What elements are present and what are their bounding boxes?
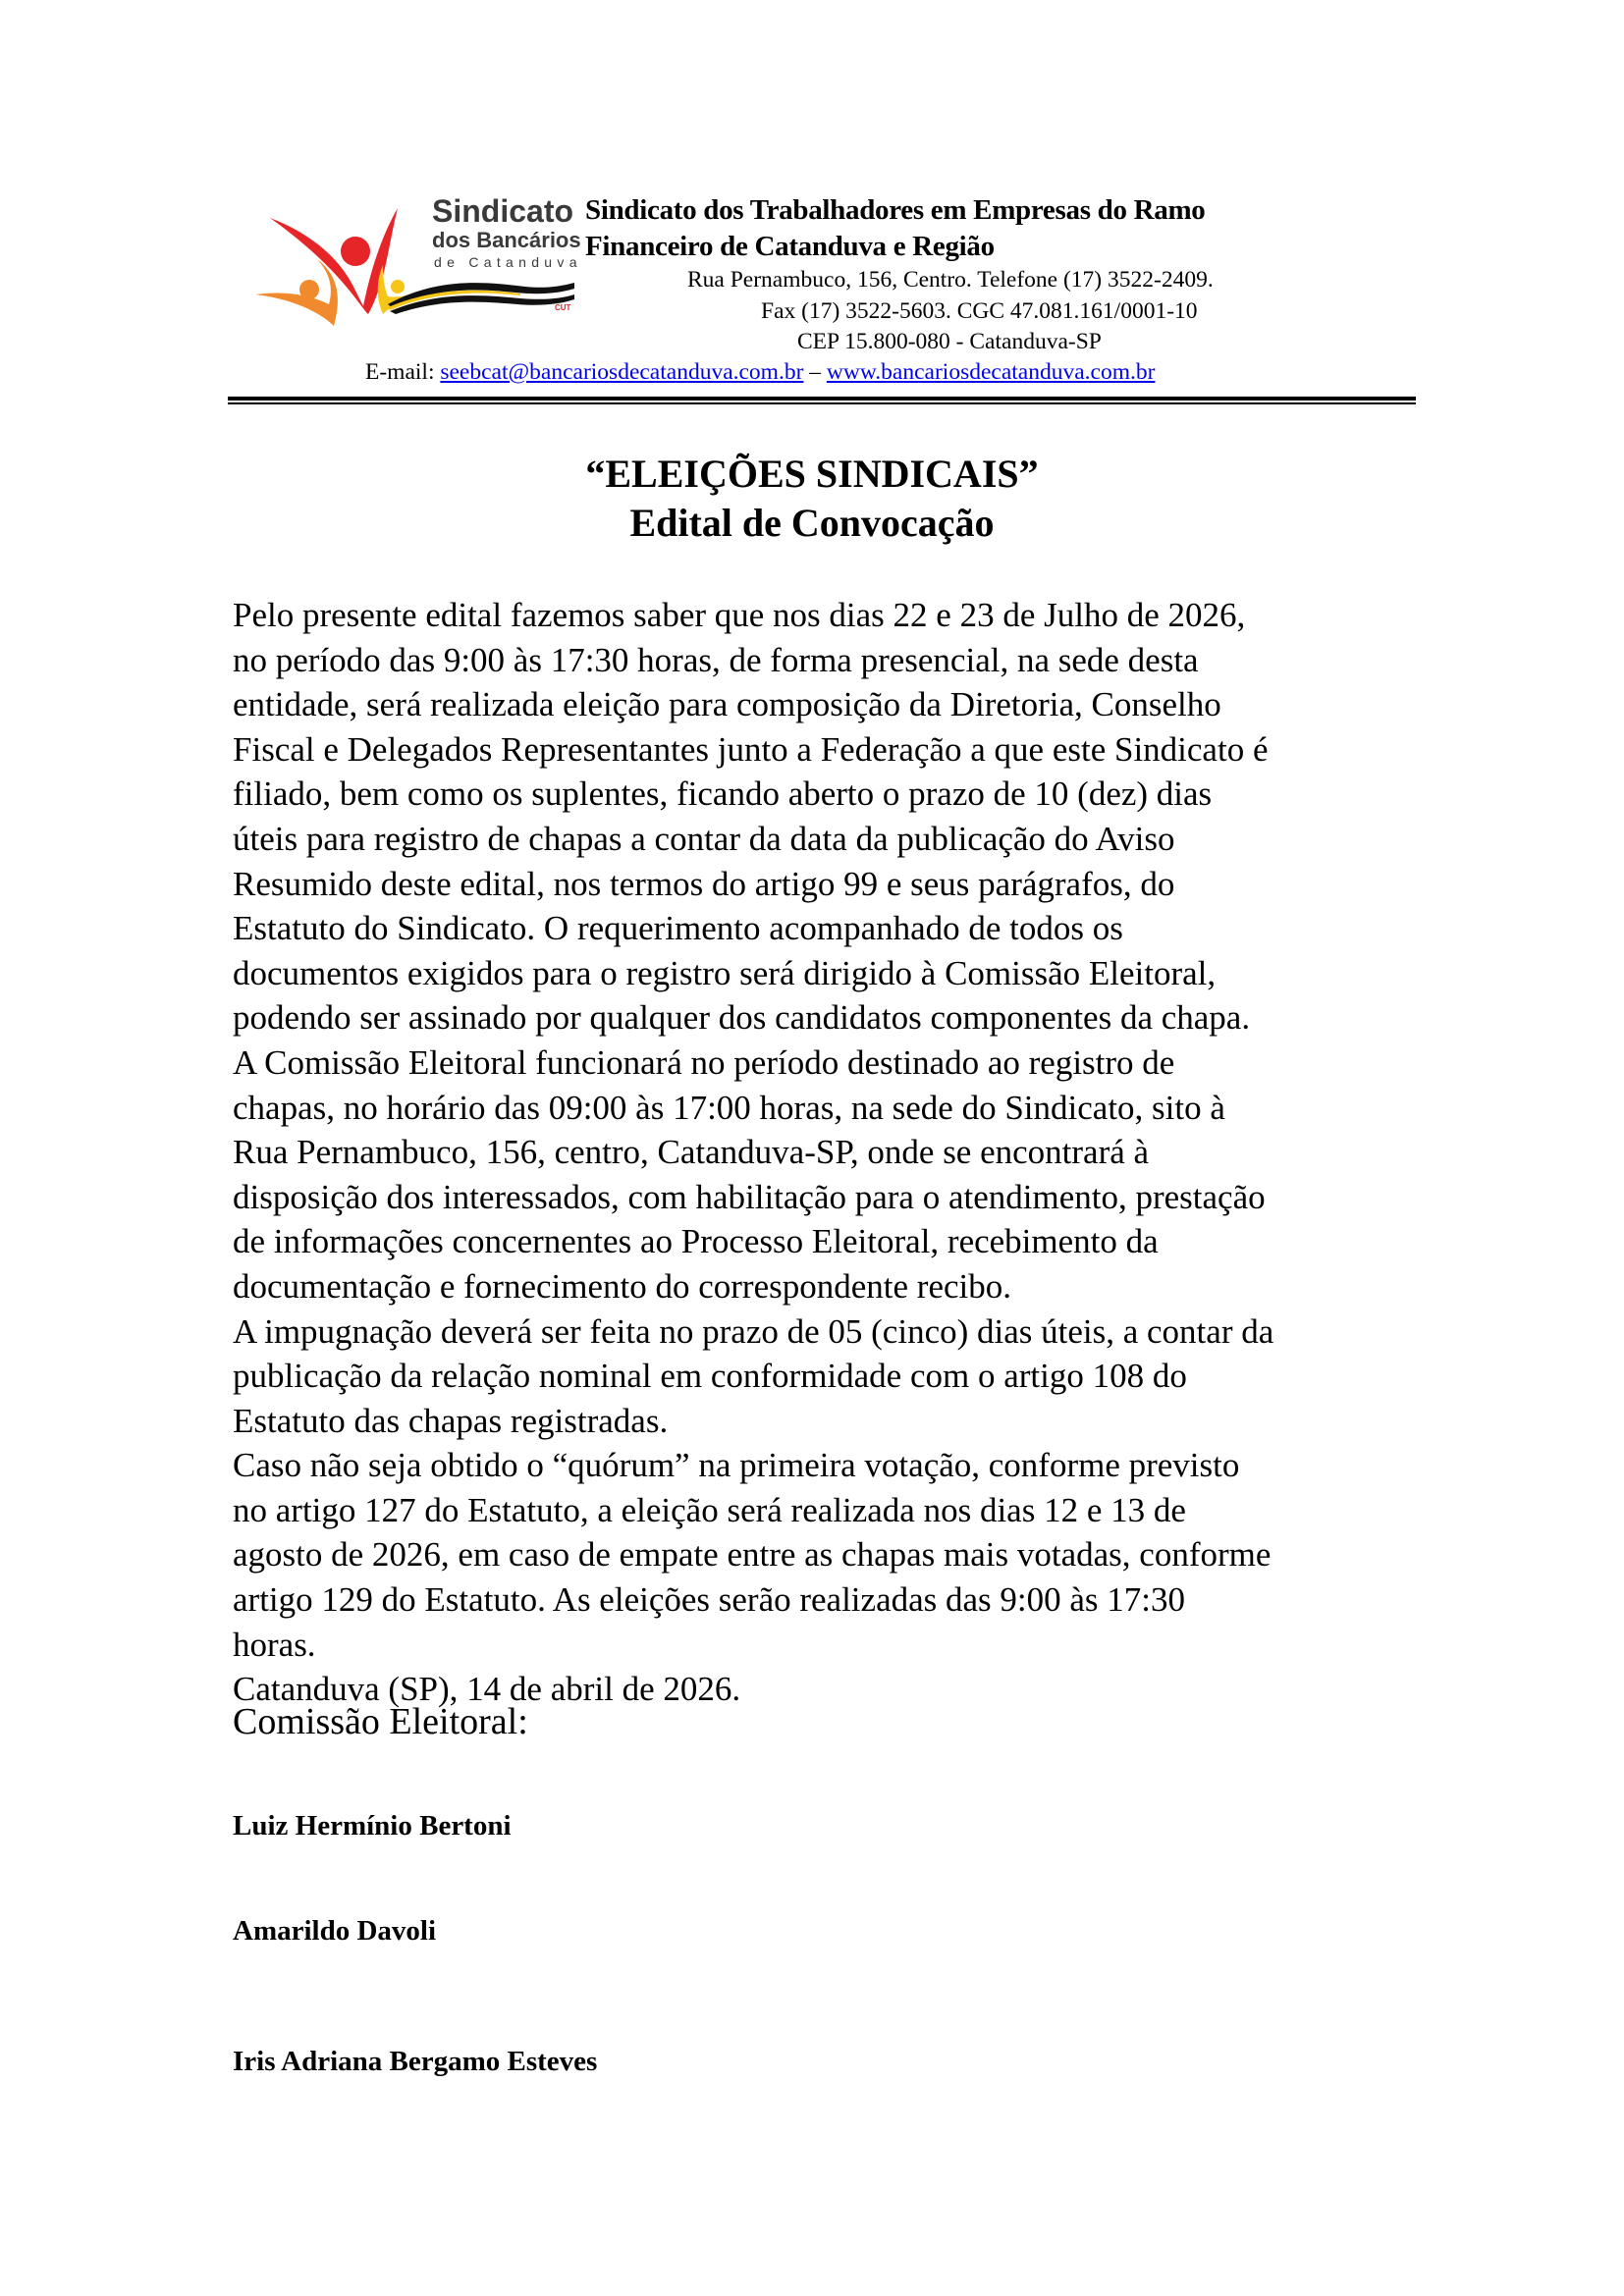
body-line: Estatuto do Sindicato. O requerimento acompanhado de todos os [233,909,1123,948]
body-line: publicação da relação nominal em conformidade com o artigo 108 do [233,1357,1187,1396]
body-line: no período das 9:00 às 17:30 horas, de forma presencial, na sede desta [233,640,1199,679]
org-name [585,192,1206,265]
body-line: Fiscal e Delegados Representantes junto a Federação a que este Sindicato é [233,729,1269,769]
logo-yellow-head [391,280,405,294]
email-link[interactable]: seebcat@bancariosdecatanduva.com.br [440,359,804,385]
body-line: filiado, bem como os suplentes, ficando aberto o prazo de 10 (dez) dias [233,774,1213,814]
body-line: agosto de 2026, em caso de empate entre as chapas mais votadas, conforme [233,1535,1272,1575]
cep-line: CEP 15.800-080 - Catanduva-SP [797,329,1102,354]
contact-separator: – [803,359,827,385]
logo-text-sindicato: Sindicato [432,193,574,229]
logo-text-catanduva: de Catanduva [434,254,582,270]
body-line: disposição dos interessados, com habilitação para o atendimento, prestação [233,1177,1266,1216]
body-line: de informações concernentes ao Processo Eleitoral, recebimento da [233,1222,1159,1261]
edital-body [233,593,1393,1712]
header-rule-thin [228,402,1416,404]
body-line: documentação e fornecimento do correspondente recibo. [233,1266,1011,1306]
body-line: documentos exigidos para o registro será dirigido à Comissão Eleitoral, [233,953,1217,992]
logo-text-cut: CUT [555,303,571,312]
body-line: Pelo presente edital fazemos saber que nos dias 22 e 23 de Julho de 2026, [233,596,1246,634]
body-line: Caso não seja obtido o “quórum” na primeira votação, conforme previsto [233,1446,1240,1485]
body-line: Catanduva (SP), 14 de abril de 2026. [233,1670,741,1709]
body-line: A impugnação deverá ser feita no prazo de 05 (cinco) dias úteis, a contar da [233,1311,1274,1351]
body-line: úteis para registro de chapas a contar da data da publicação do Aviso [233,819,1175,858]
contact-line [365,357,1155,388]
header-rule-thick [228,397,1416,400]
body-line: entidade, será realizada eleição para composição da Diretoria, Conselho [233,685,1221,724]
body-line: chapas, no horário das 09:00 às 17:00 horas, na sede do Sindicato, sito à [233,1088,1225,1127]
document-title: “ELEIÇÕES SINDICAIS” [585,452,1039,496]
logo-orange-figure [255,259,338,326]
commission-label: Comissão Eleitoral: [233,1701,528,1742]
body-line: Estatuto das chapas registradas. [233,1401,669,1440]
commission-member: Luiz Hermínio Bertoni [233,1810,512,1842]
body-line: artigo 129 do Estatuto. As eleições serão realizadas das 9:00 às 17:30 [233,1580,1186,1620]
website-link[interactable]: www.bancariosdecatanduva.com.br [826,359,1156,385]
body-line: A Comissão Eleitoral funcionará no período destinado ao registro de [233,1042,1175,1082]
email-label: E-mail: [365,359,441,385]
logo-text-bancarios: dos Bancários [432,228,581,252]
document-subtitle: Edital de Convocação [629,501,995,545]
body-line: Resumido deste edital, nos termos do artigo 99 e seus parágrafos, do [233,864,1175,903]
union-logo [241,188,589,326]
body-line: horas. [233,1625,316,1664]
body-line: no artigo 127 do Estatuto, a eleição será realizada nos dias 12 e 13 de [233,1490,1186,1529]
commission-member: Iris Adriana Bergamo Esteves [233,2046,598,2077]
org-name-line1: Sindicato dos Trabalhadores em Empresas do Ramo [585,194,1206,226]
logo-orange-head [299,280,319,299]
body-line: Rua Pernambuco, 156, centro, Catanduva-SP, onde se encontrará à [233,1133,1150,1172]
commission-member: Amarildo Davoli [233,1915,437,1947]
fax-cgc-line: Fax (17) 3522-5603. CGC 47.081.161/0001-10 [761,298,1198,324]
org-name-line2: Financeiro de Catanduva e Região [585,231,995,262]
logo-red-head [341,237,370,266]
address-line: Rua Pernambuco, 156, Centro. Telefone (17) 3522-2409. [687,267,1214,293]
body-line: podendo ser assinado por qualquer dos candidatos componentes da chapa. [233,998,1251,1038]
